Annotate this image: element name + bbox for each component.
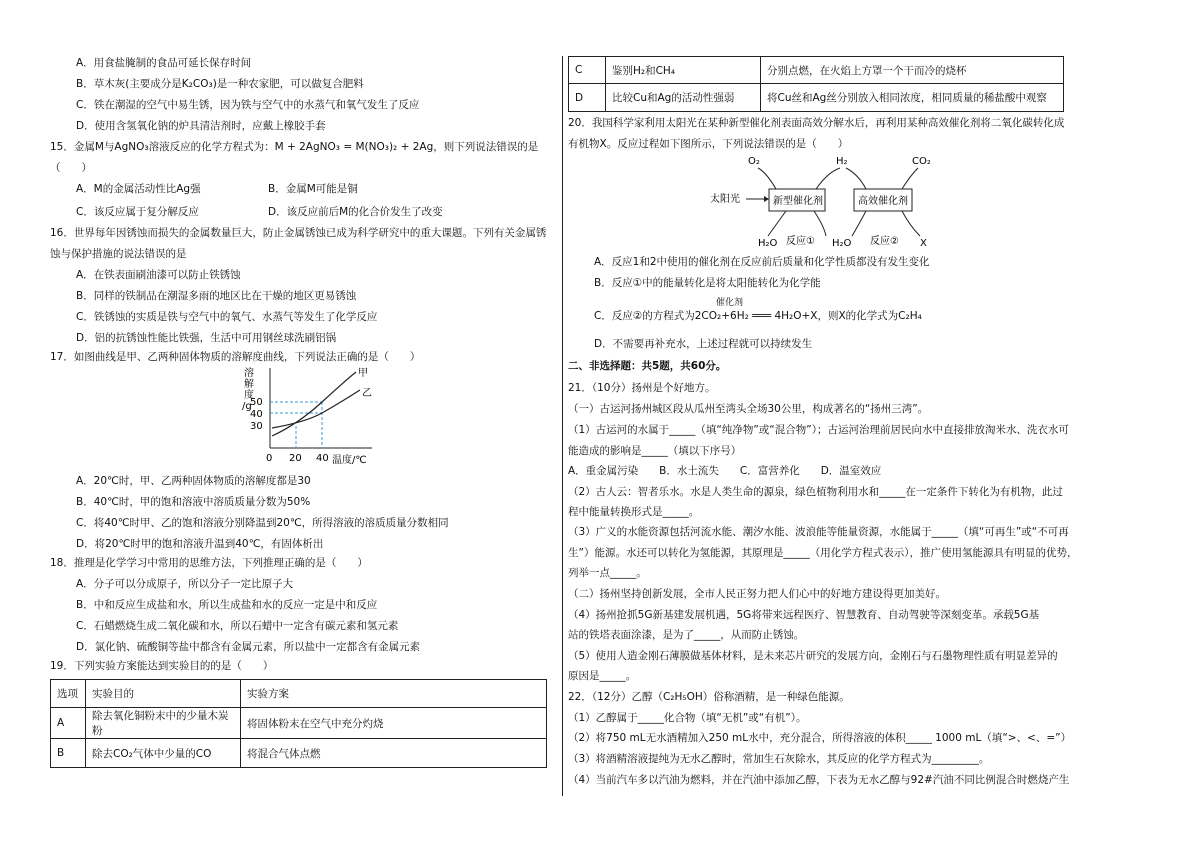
y-axis-label-4: /g	[242, 401, 252, 412]
y-axis-label-1: 溶	[244, 368, 254, 379]
q18-option-a: A．分子可以分成原子，所以分子一定比原子大	[76, 578, 294, 590]
table-cell: 鉴别H₂和CH₄	[606, 57, 761, 84]
q15-paren: （ ）	[50, 162, 92, 174]
table-header-cell: 实验方案	[241, 680, 547, 708]
table-header-cell: 选项	[51, 680, 86, 708]
co2-label: CO₂	[912, 156, 931, 167]
table-cell: 分别点燃，在火焰上方罩一个干而冷的烧杯	[761, 57, 1064, 84]
h2-in-arrow	[846, 168, 866, 189]
q15-option-c: C．该反应属于复分解反应	[76, 206, 199, 218]
curve-yi	[272, 390, 360, 428]
q20-stem-1: 20．我国科学家利用太阳光在某种新型催化剂表面高效分解水后，再利用某种高效催化剂将二氧化碳转化成	[568, 117, 1065, 129]
table-cell: 比较Cu和Ag的活动性强弱	[606, 84, 761, 112]
q15-option-b: B．金属M可能是铜	[268, 183, 358, 195]
q18-option-d: D．氯化钠、硫酸铜等盐中都含有金属元素，所以盐中一定都含有金属元素	[76, 641, 421, 653]
h2o-in-arrow	[768, 211, 786, 236]
x-axis-label: 温度/℃	[332, 455, 367, 466]
q21-line: （1）古运河的水属于_____（填“纯净物”或“混合物”）；古运河治理前居民向水中直接排放淘米水、洗衣水可	[568, 424, 1069, 436]
q21-line: （二）扬州坚持创新发展，全市人民正努力把人们心中的好地方建设得更加美好。	[568, 588, 946, 600]
table-cell: 除去CO₂气体中少量的CO	[86, 739, 241, 768]
series-label-yi: 乙	[362, 388, 372, 399]
q17-option-a: A．20℃时，甲、乙两种固体物质的溶解度都是30	[76, 475, 311, 487]
x-tick-40: 40	[316, 453, 329, 464]
x-tick-20: 20	[289, 453, 302, 464]
h2o-label-1: H₂O	[758, 238, 778, 249]
table-row	[569, 84, 1064, 112]
table-header-cell: 实验目的	[86, 680, 241, 708]
q16-option-a: A．在铁表面刷油漆可以防止铁锈蚀	[76, 269, 241, 281]
y-axis-label-3: 度	[244, 390, 254, 401]
q21-line: （3）广义的水能资源包括河流水能、潮汐水能、波浪能等能量资源，水能属于_____（填“可再生”或“不可再	[568, 526, 1069, 538]
reaction-1-label: 反应①	[786, 236, 815, 247]
q21-line: （一）古运河扬州城区段从瓜州至湾头全场30公里，构成著名的“扬州三湾”。	[568, 403, 929, 415]
q16-option-b: B．同样的铁制品在潮湿多雨的地区比在干燥的地区更易锈蚀	[76, 290, 357, 302]
q22-line: （2）将750 mL无水酒精加入250 mL水中，充分混合，所得溶液的体积_____ 1000 mL（填“>、<、=”）	[568, 732, 1072, 744]
q20-option-a: A．反应1和2中使用的催化剂在反应前后质量和化学性质都没有发生变化	[594, 256, 930, 268]
q14-option-c: C．铁在潮湿的空气中易生锈，因为铁与空气中的水蒸气和氧气发生了反应	[76, 99, 420, 111]
q17-option-d: D．将20℃时甲的饱和溶液升温到40℃，有固体析出	[76, 538, 324, 550]
q21-line: 能造成的影响是_____（填以下序号）	[568, 445, 742, 457]
solubility-graph	[236, 366, 386, 468]
efficient-catalyst-label: 高效催化剂	[858, 196, 908, 207]
catalyst-condition: 催化剂	[716, 298, 744, 308]
table-row	[51, 708, 547, 739]
q18-option-c: C．石蜡燃烧生成二氧化碳和水，所以石蜡中一定含有碳元素和氢元素	[76, 620, 399, 632]
section-2-heading: 二、非选择题：共5题，共60分。	[568, 360, 727, 372]
table-cell: 除去氧化铜粉末中的少量木炭粉	[86, 708, 241, 739]
q21-line: 21．（10分）扬州是个好地方。	[568, 382, 716, 394]
y-tick-50: 50	[250, 397, 263, 408]
q17-option-b: B．40℃时，甲的饱和溶液中溶质质量分数为50%	[76, 496, 311, 508]
q15-option-a: A．M的金属活动性比Ag强	[76, 183, 201, 195]
table-cell: 将Cu丝和Ag丝分别放入相同浓度，相同质量的稀盐酸中观察	[761, 84, 1064, 112]
table-cell: 将混合气体点燃	[241, 739, 547, 768]
table-header-row	[51, 680, 547, 708]
q14-option-b: B．草木灰(主要成分是K₂CO₃)是一种农家肥，可以做复合肥料	[76, 78, 364, 90]
q18-option-b: B．中和反应生成盐和水，所以生成盐和水的反应一定是中和反应	[76, 599, 378, 611]
new-catalyst-label: 新型催化剂	[773, 196, 823, 207]
h2-out-arrow	[816, 168, 840, 189]
table-cell: B	[51, 739, 86, 768]
q22-line: （1）乙醇属于_____化合物（填“无机”或“有机”）。	[568, 712, 807, 724]
column-divider	[562, 56, 563, 796]
q21-line: 列举一点_____。	[568, 567, 647, 579]
q14-option-a: A．用食盐腌制的食品可延长保存时间	[76, 57, 252, 69]
q19-stem: 19．下列实验方案能达到实验目的的是（ ）	[50, 660, 274, 672]
q22-line: 22．（12分）乙醇（C₂H₅OH）俗称酒精，是一种绿色能源。	[568, 691, 850, 703]
q16-stem-2: 蚀与保护措施的说法错误的是	[50, 248, 187, 260]
arrowhead	[764, 196, 769, 202]
q17-option-c: C．将40℃时甲、乙的饱和溶液分别降温到20℃，所得溶液的溶质质量分数相同	[76, 517, 449, 529]
reaction-2-label: 反应②	[870, 236, 899, 247]
series-label-jia: 甲	[358, 368, 368, 379]
q14-option-d: D．使用含氢氧化钠的炉具清洁剂时，应戴上橡胶手套	[76, 120, 326, 132]
table-cell: D	[569, 84, 606, 112]
q15-stem: 15．金属M与AgNO₃溶液反应的化学方程式为：M + 2AgNO₃ = M(NO₃)₂ + 2Ag，则下列说法错误的是	[50, 141, 539, 153]
q22-line: （3）将酒精溶液提纯为无水乙醇时，常加生石灰除水，其反应的化学方程式为_________。	[568, 753, 990, 765]
y-tick-30: 30	[250, 421, 263, 432]
o2-arrow	[758, 168, 776, 189]
q21-line: （4）扬州抢抓5G新基建发展机遇，5G将带来远程医疗、智慧教育、自动驾驶等深刻变革。承载5G基	[568, 609, 1040, 621]
q16-option-d: D．铝的抗锈蚀性能比铁强，生活中可用钢丝球洗刷铝锅	[76, 332, 337, 344]
q21-line: （2）古人云：智者乐水。水是人类生命的源泉，绿色植物利用水和_____在一定条件下转化为有机物，此过	[568, 486, 1063, 498]
table-row	[569, 57, 1064, 84]
h2-label: H₂	[836, 156, 848, 167]
co2-arrow	[902, 168, 918, 189]
o2-label: O₂	[748, 156, 760, 167]
q21-line: 程中能量转换形式是_____。	[568, 506, 700, 518]
q20-option-d: D．不需要再补充水，上述过程就可以持续发生	[594, 338, 813, 350]
x-tick-0: 0	[266, 453, 273, 464]
q20-option-b: B．反应①中的能量转化是将太阳能转化为化学能	[594, 277, 821, 289]
h2o-label-2: H₂O	[832, 238, 852, 249]
y-tick-40: 40	[250, 409, 263, 420]
q20-stem-2: 有机物X。反应过程如下图所示，下列说法错误的是（ ）	[568, 138, 849, 150]
h2o-out-arrow	[852, 211, 866, 236]
q17-stem: 17．如图曲线是甲、乙两种固体物质的溶解度曲线，下列说法正确的是（ ）	[50, 351, 421, 363]
x-arrow	[902, 211, 920, 236]
y-axis-label-2: 解	[244, 379, 254, 390]
q15-option-d: D．该反应前后M的化合价发生了改变	[268, 206, 443, 218]
sunlight-label: 太阳光	[710, 194, 740, 205]
q18-stem: 18．推理是化学学习中常用的思维方法，下列推理正确的是（ ）	[50, 557, 368, 569]
q22-line: （4）当前汽车多以汽油为燃料，并在汽油中添加乙醇，下表为无水乙醇与92#汽油不同比例混合时燃烧产生	[568, 774, 1070, 786]
curve-jia	[272, 372, 356, 436]
table-cell: C	[569, 57, 606, 84]
q21-line: （5）使用人造金刚石薄膜做基体材料，是未来芯片研究的发展方向，金刚石与石墨物理性质有明显差异的	[568, 650, 1058, 662]
q16-option-c: C．铁锈蚀的实质是铁与空气中的氧气、水蒸气等发生了化学反应	[76, 311, 378, 323]
r1-arrow	[814, 211, 826, 236]
q19-table-part1	[50, 679, 547, 768]
x-label: X	[920, 238, 927, 249]
q20-option-c: C．反应②的方程式为2CO₂+6H₂ ═══ 4H₂O+X，则X的化学式为C₂H₄	[594, 310, 922, 322]
table-row	[51, 739, 547, 768]
table-cell: A	[51, 708, 86, 739]
table-cell: 将固体粉末在空气中充分灼烧	[241, 708, 547, 739]
q21-line: 生”）能源。水还可以转化为氢能源，其原理是_____（用化学方程式表示），推广使用氢能源具有明显的优势，	[568, 547, 1078, 559]
reaction-diagram	[706, 152, 1006, 250]
q21-line: A．重金属污染 B．水土流失 C．富营养化 D．温室效应	[568, 465, 882, 477]
q19-table-part2	[568, 56, 1064, 112]
q21-line: 原因是_____。	[568, 670, 637, 682]
q16-stem-1: 16．世界每年因锈蚀而损失的金属数量巨大，防止金属锈蚀已成为科学研究中的重大课题。下列有关金属锈	[50, 227, 547, 239]
q21-line: 站的铁塔表面涂漆，是为了_____，从而防止锈蚀。	[568, 629, 805, 641]
